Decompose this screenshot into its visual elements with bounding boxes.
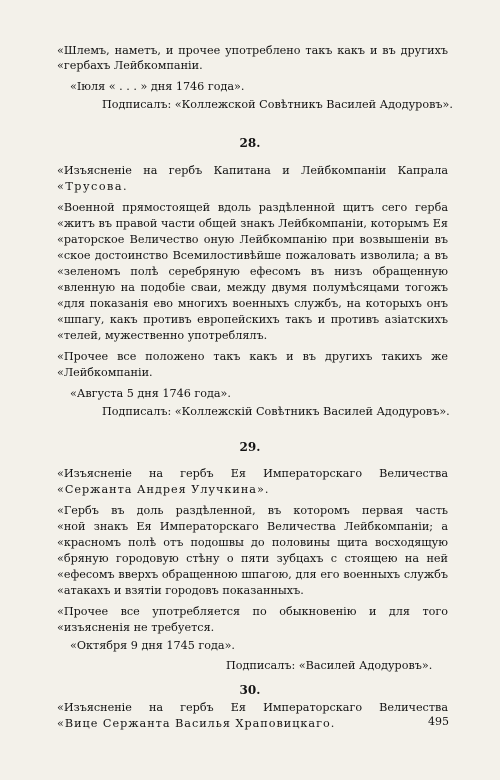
text-line: «шпагу, какъ противъ европейскихъ такъ и противъ азіатскихъ (57, 313, 448, 326)
signature-line: Подписалъ: «Василей Адодуровъ». (226, 659, 433, 672)
entry-number: 28. (239, 136, 261, 150)
text-line: «Прочее все употребляется по обыкновенію и для того (57, 605, 448, 618)
text-line: «вленную на подобіе сваи, между двумя полумѣсяцами тогожъ (57, 281, 448, 294)
text-line: «гербахъ Лейбкомпаніи. (57, 59, 203, 72)
text-line: «атакахъ и взятіи городовъ показанныхъ. (57, 584, 304, 597)
text-line: «Прочее все положено такъ какъ и въ другихъ такихъ же (57, 350, 448, 363)
text-line: «Вице Сержанта Василья Храповицкаго. (57, 717, 336, 730)
entry-number: 29. (239, 440, 261, 454)
page-number: 495 (428, 715, 449, 728)
text-line: «красномъ полѣ отъ подошвы до половины щита восходящую (57, 536, 448, 549)
text-line: «Лейбкомпаніи. (57, 366, 153, 379)
text-line: «Сержанта Андрея Улучкина». (57, 483, 270, 496)
text-line: «изъясненія не требуется. (57, 621, 215, 634)
text-line: «Изъясненіе на гербъ Капитана и Лейбкомпаніи Капрала (57, 164, 448, 177)
text-line: «Изъясненіе на гербъ Ея Императорскаго Величества (57, 467, 448, 480)
text-line: «раторское Величество оную Лейбкомпанію при возвышеніи въ (57, 233, 448, 246)
text-line: «телей, мужественно употреблялъ. (57, 329, 268, 342)
date-line: «Августа 5 дня 1746 года». (70, 387, 231, 400)
text-line: «для показанія ево многихъ военныхъ службъ, на которыхъ онъ (57, 297, 448, 310)
text-line: «Трусова. (57, 180, 129, 193)
date-line: «Іюля « . . . » дня 1746 года». (70, 80, 245, 93)
text-line: «ское достоинство Всемилостивѣйше пожаловать изволила; а въ (57, 249, 448, 262)
text-line: «ефесомъ вверхъ обращенною шпагою, для его военныхъ службъ (57, 568, 448, 581)
signature-line: Подписалъ: «Коллежской Совѣтникъ Василей Адодуровъ». (102, 98, 453, 111)
text-line: «Военной прямостоящей вдоль раздѣленной щитъ сего герба (57, 201, 448, 214)
text-line: «зеленомъ полѣ серебряную ефесомъ въ низъ обращенную (57, 265, 448, 278)
text-line: «бряную городовую стѣну о пяти зубцахъ с стоящею на ней (57, 552, 448, 565)
text-line: «Гербъ въ доль раздѣленной, въ которомъ первая часть (57, 504, 448, 517)
date-line: «Октября 9 дня 1745 года». (70, 639, 235, 652)
text-line: «Изъясненіе на гербъ Ея Императорскаго Величества (57, 701, 448, 714)
text-line: «Шлемъ, наметъ, и прочее употреблено такъ какъ и въ другихъ (57, 44, 448, 57)
signature-line: Подписалъ: «Коллежскій Совѣтникъ Василей Адодуровъ». (102, 405, 450, 418)
text-line: «житъ въ правой части общей знакъ Лейбкомпаніи, которымъ Ея (57, 217, 448, 230)
entry-number: 30. (239, 683, 261, 697)
text-line: «ной знакъ Ея Императорскаго Величества Лейбкомпаніи; а (57, 520, 448, 533)
